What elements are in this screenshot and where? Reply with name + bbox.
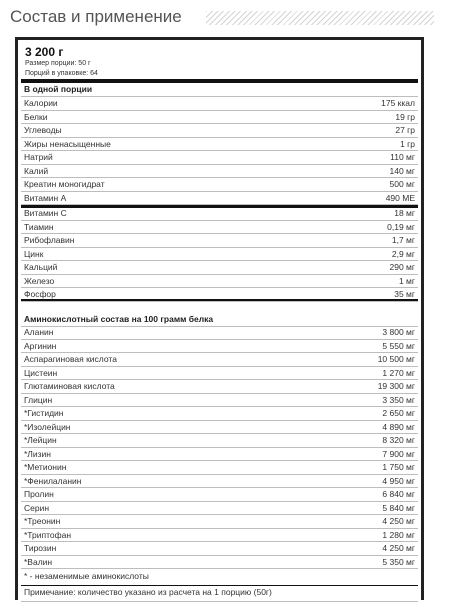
decorative-hatch	[206, 11, 434, 25]
nutrient-row	[21, 165, 418, 179]
vitamin-row-value: 290 мг	[389, 262, 415, 272]
package-amount: 3 200 г	[25, 45, 64, 59]
amino-acid-row-value: 1 750 мг	[382, 462, 415, 472]
per-serving-heading-row	[21, 83, 418, 97]
amino-acid-row	[21, 502, 418, 516]
amino-heading: Аминокислотный состав на 100 грамм белка	[24, 314, 214, 324]
amino-acid-row-name: Пролин	[24, 489, 54, 499]
nutrient-row	[21, 97, 418, 111]
amino-acid-row-value: 8 320 мг	[382, 435, 415, 445]
footnote: * - незаменимые аминокислоты	[24, 571, 149, 581]
nutrient-row-value: 19 гр	[395, 111, 415, 122]
vitamin-list	[21, 207, 418, 302]
nutrient-row	[21, 138, 418, 152]
vitamin-row-name: Кальций	[24, 262, 58, 272]
amino-acid-row-value: 1 280 мг	[382, 529, 415, 540]
amino-acid-row-value: 3 350 мг	[382, 394, 415, 405]
amino-acid-row	[21, 421, 418, 435]
vitamin-row-name: Фосфор	[24, 289, 56, 299]
nutrient-row-value: 175 ккал	[381, 98, 415, 108]
vitamin-row-value: 2,9 мг	[391, 248, 415, 259]
vitamin-row-name: Железо	[24, 275, 55, 286]
servings-per-package: Порций в упаковке: 64	[25, 70, 98, 77]
vitamin-row-name: Цинк	[24, 248, 44, 259]
section-title: Состав и применение	[10, 7, 182, 26]
amino-acid-row-value: 4 250 мг	[382, 516, 415, 526]
nutrient-row-value: 27 гр	[395, 125, 415, 135]
section-header	[10, 6, 434, 28]
vitamin-row	[21, 261, 418, 275]
amino-acid-row-value: 5 550 мг	[382, 340, 415, 351]
amino-acid-row-name: Глицин	[24, 394, 53, 405]
amino-acid-row-value: 1 270 мг	[382, 367, 415, 378]
serving-note: Примечание: количество указано из расчета на 1 порцию (50г)	[24, 587, 272, 597]
amino-acid-row-name: *Триптофан	[24, 529, 72, 540]
amino-acid-list	[21, 326, 418, 569]
nutrient-row-name: Калий	[24, 165, 49, 176]
amino-acid-row	[21, 542, 418, 556]
nutrient-row-value: 110 мг	[390, 152, 415, 162]
amino-acid-row-name: Аргинин	[24, 340, 57, 351]
amino-acid-row-name: *Фенилаланин	[24, 475, 82, 486]
vitamin-row-name: Тиамин	[24, 221, 54, 232]
amino-acid-row-value: 19 300 мг	[377, 381, 415, 391]
divider	[21, 585, 418, 586]
nutrient-row	[21, 151, 418, 165]
nutrient-row-value: 140 мг	[389, 165, 415, 176]
amino-acid-row	[21, 515, 418, 529]
amino-acid-row	[21, 353, 418, 367]
amino-acid-row	[21, 340, 418, 354]
nutrient-row-name: Углеводы	[24, 125, 62, 135]
amino-acid-row-value: 10 500 мг	[377, 354, 415, 364]
amino-acid-row-value: 5 350 мг	[382, 556, 415, 567]
nutrient-row-name: Белки	[24, 111, 48, 122]
serving-size: Размер порции: 50 г	[25, 60, 91, 67]
amino-acid-row-name: Глютаминовая кислота	[24, 381, 115, 391]
amino-acid-row	[21, 488, 418, 502]
amino-acid-row-name: *Гистидин	[24, 408, 64, 418]
vitamin-row-value: 18 мг	[394, 208, 415, 218]
amino-acid-row-value: 4 250 мг	[382, 543, 415, 553]
amino-acid-row-value: 3 800 мг	[382, 327, 415, 337]
amino-acid-row	[21, 529, 418, 543]
vitamin-row-value: 0,19 мг	[387, 221, 415, 232]
amino-acid-row-name: *Изолейцин	[24, 421, 71, 432]
amino-acid-row	[21, 448, 418, 462]
nutrient-row	[21, 192, 418, 206]
nutrient-row-name: Калории	[24, 98, 58, 108]
amino-acid-row	[21, 434, 418, 448]
nutrient-row-value: 1 гр	[400, 138, 415, 149]
amino-acid-row	[21, 394, 418, 408]
vitamin-row	[21, 207, 418, 221]
amino-acid-row-value: 6 840 мг	[382, 489, 415, 499]
amino-acid-row-name: Тирозин	[24, 543, 57, 553]
nutrient-row	[21, 124, 418, 138]
nutrient-row	[21, 178, 418, 192]
amino-acid-row	[21, 326, 418, 340]
nutrient-row	[21, 111, 418, 125]
vitamin-row-value: 1 мг	[398, 275, 415, 286]
amino-acid-row-value: 7 900 мг	[382, 448, 415, 459]
amino-heading-row	[21, 313, 418, 327]
vitamin-row	[21, 248, 418, 262]
amino-acid-row	[21, 380, 418, 394]
divider	[21, 299, 418, 301]
nutrient-row-value: 490 МЕ	[385, 192, 415, 203]
amino-acid-row-name: *Валин	[24, 556, 53, 567]
amino-acid-row-value: 2 650 мг	[382, 408, 415, 418]
amino-acid-row	[21, 475, 418, 489]
vitamin-row	[21, 234, 418, 248]
amino-acid-row-name: *Лейцин	[24, 435, 57, 445]
amino-acid-row-value: 5 840 мг	[382, 502, 415, 513]
vitamin-row	[21, 221, 418, 235]
vitamin-row-value: 1,7 мг	[391, 235, 415, 245]
amino-acid-row-value: 4 890 мг	[382, 421, 415, 432]
amino-acid-row-name: Серин	[24, 502, 50, 513]
amino-acid-row-name: *Метионин	[24, 462, 67, 472]
amino-acid-row-name: Цистеин	[24, 367, 58, 378]
amino-acid-row	[21, 556, 418, 570]
nutrition-facts-panel	[15, 37, 424, 600]
amino-acid-row	[21, 461, 418, 475]
amino-acid-row-name: Аланин	[24, 327, 54, 337]
nutrient-list	[21, 97, 418, 205]
vitamin-row-value: 35 мг	[394, 289, 415, 299]
vitamin-row	[21, 275, 418, 289]
nutrient-row-name: Креатин моногидрат	[24, 179, 105, 189]
amino-acid-row-name: *Лизин	[24, 448, 51, 459]
nutrient-row-name: Натрий	[24, 152, 53, 162]
per-serving-heading: В одной порции	[24, 84, 93, 94]
nutrient-row-name: Витамин А	[24, 192, 67, 203]
amino-acid-row-name: Аспарагиновая кислота	[24, 354, 117, 364]
amino-acid-row-name: *Треонин	[24, 516, 61, 526]
amino-acid-row-value: 4 950 мг	[382, 475, 415, 486]
nutrient-row-name: Жиры ненасыщенные	[24, 138, 111, 149]
amino-acid-row	[21, 407, 418, 421]
vitamin-row-name: Рибофлавин	[24, 235, 75, 245]
nutrient-row-value: 500 мг	[389, 179, 415, 189]
vitamin-row-name: Витамин С	[24, 208, 67, 218]
amino-acid-row	[21, 367, 418, 381]
